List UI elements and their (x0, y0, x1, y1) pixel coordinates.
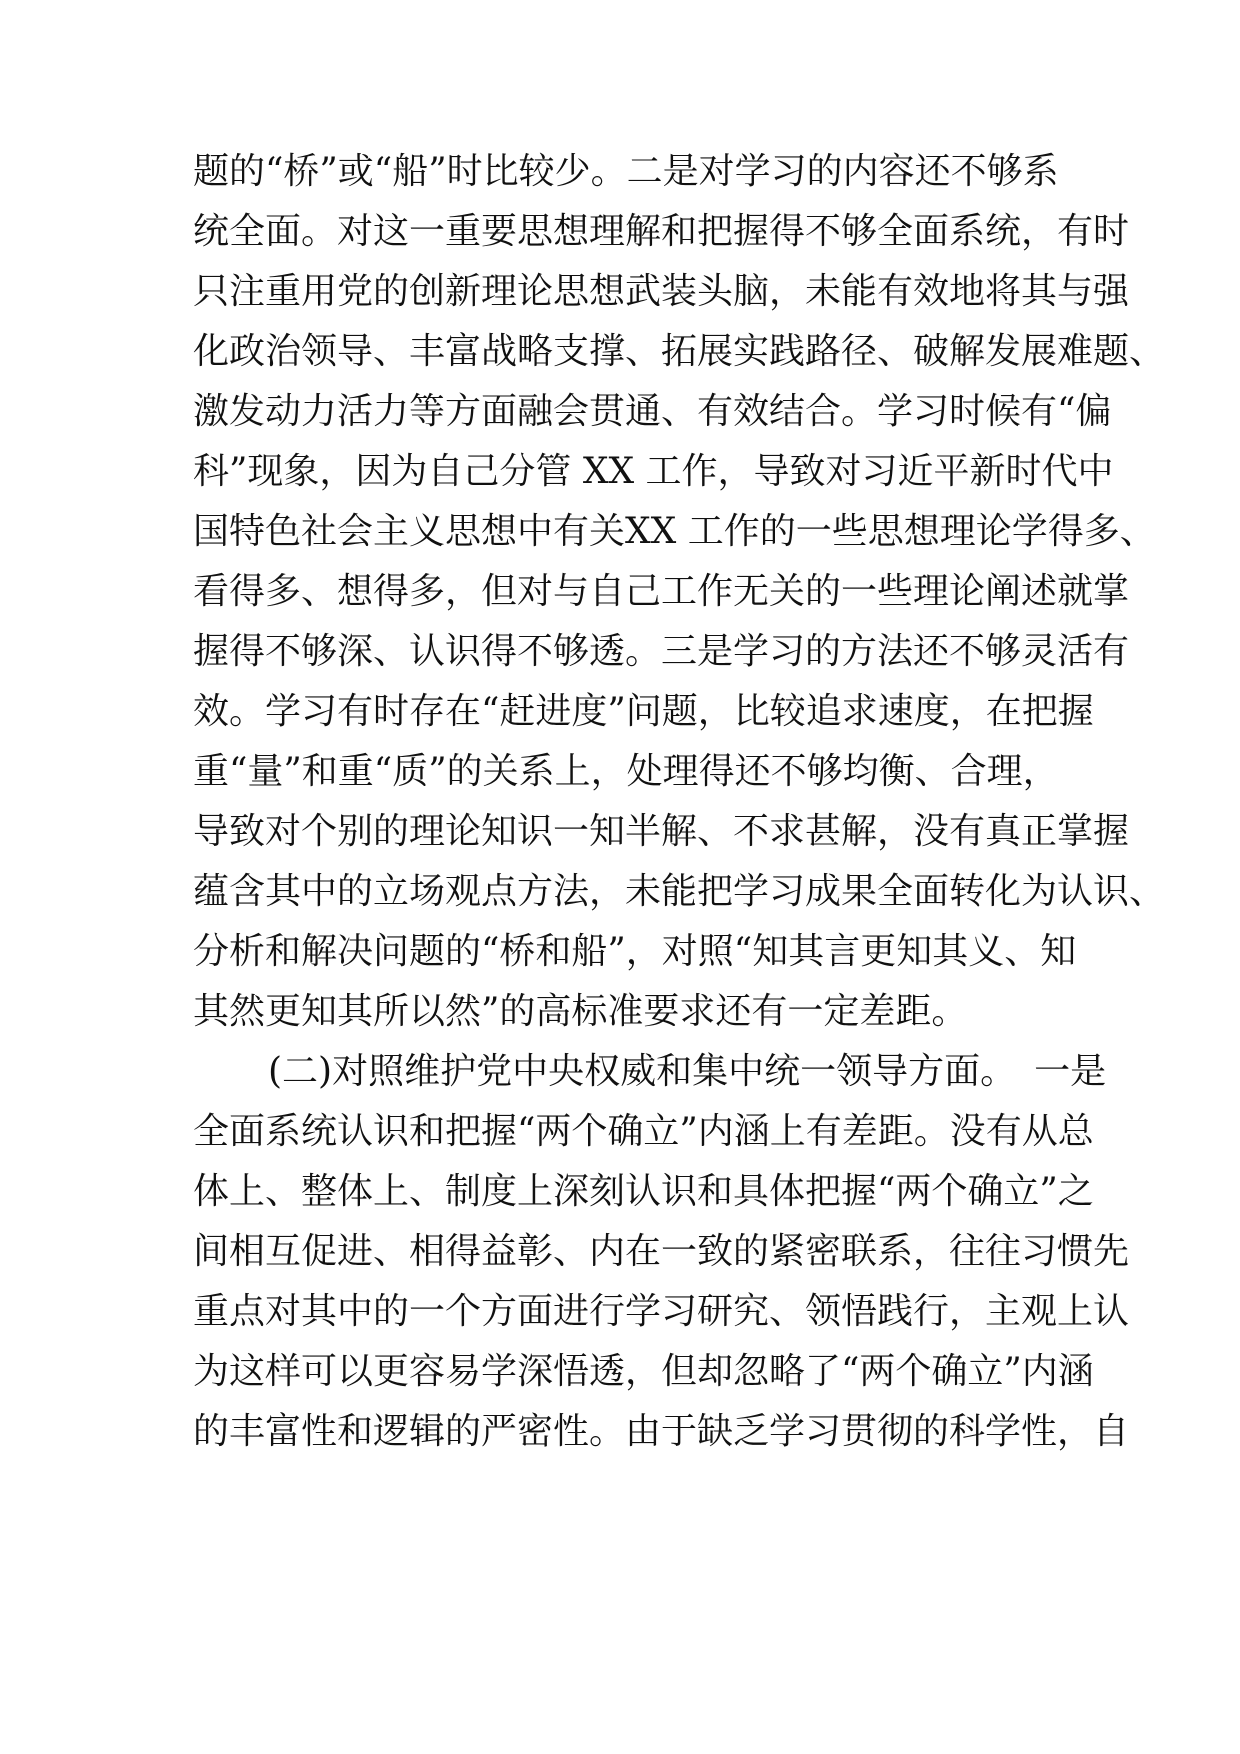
body-text-line: 导致对个别的理论知识一知半解、不求甚解，没有真正掌握 (193, 811, 1130, 852)
body-text-line: 的丰富性和逻辑的严密性。由于缺乏学习贯彻的科学性，自 (193, 1411, 1130, 1452)
body-text-line: 化政治领导、丰富战略支撑、拓展实践路径、破解发展难题、 (193, 331, 1166, 372)
body-text-line: 科”现象，因为自己分管 XX 工作，导致对习近平新时代中 (193, 451, 1114, 492)
body-text-line: 题的“桥”或“船”时比较少。二是对学习的内容还不够系 (193, 151, 1059, 192)
body-text-line: 全面系统认识和把握“两个确立”内涵上有差距。没有从总 (193, 1111, 1094, 1152)
body-text-line: 重点对其中的一个方面进行学习研究、领悟践行，主观上认 (193, 1291, 1130, 1332)
body-text-line: 间相互促进、相得益彰、内在一致的紧密联系，往往习惯先 (193, 1231, 1130, 1272)
body-text-line: 为这样可以更容易学深悟透，但却忽略了“两个确立”内涵 (193, 1351, 1094, 1392)
body-text-line: 看得多、想得多，但对与自己工作无关的一些理论阐述就掌 (193, 571, 1130, 612)
body-text-line: 效。学习有时存在“赶进度”问题，比较追求速度，在把握 (193, 691, 1094, 732)
body-text-line: 国特色社会主义思想中有关XX 工作的一些思想理论学得多、 (193, 511, 1156, 552)
body-text-line: 只注重用党的创新理论思想武装头脑，未能有效地将其与强 (193, 271, 1130, 312)
body-text-line: 体上、整体上、制度上深刻认识和具体把握“两个确立”之 (193, 1171, 1094, 1212)
body-text-line: 分析和解决问题的“桥和船”，对照“知其言更知其义、知 (193, 931, 1077, 972)
body-text-line: 其然更知其所以然”的高标准要求还有一定差距。 (193, 991, 968, 1032)
section-heading-line: (二)对照维护党中央权威和集中统一领导方面。 一是 (268, 1051, 1107, 1092)
body-text-line: 激发动力活力等方面融会贯通、有效结合。学习时候有“偏 (193, 391, 1112, 432)
body-text-line: 重“量”和重“质”的关系上，处理得还不够均衡、合理， (193, 751, 1059, 792)
body-text-line: 握得不够深、认识得不够透。三是学习的方法还不够灵活有 (193, 631, 1130, 672)
body-text-line: 统全面。对这一重要思想理解和把握得不够全面系统，有时 (193, 211, 1130, 252)
body-text-line: 蕴含其中的立场观点方法，未能把学习成果全面转化为认识、 (193, 871, 1166, 912)
